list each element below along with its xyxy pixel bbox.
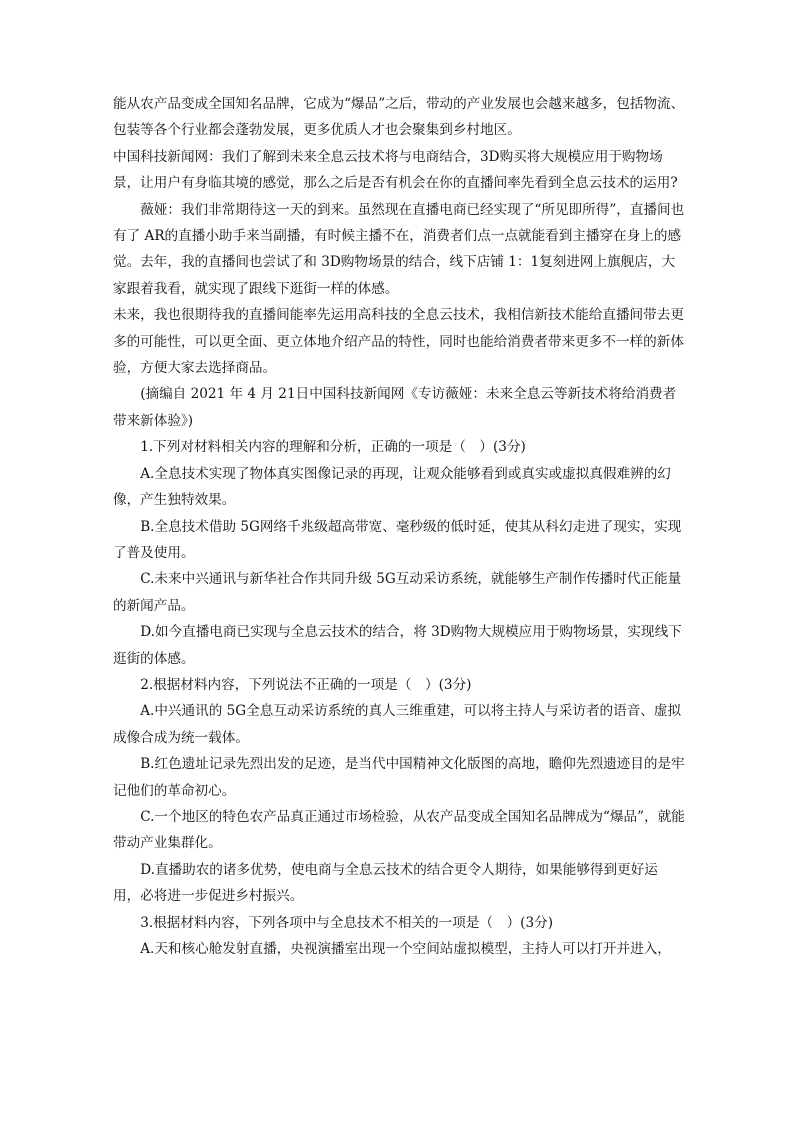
option-b: B.全息技术借助 5G网络千兆级超高带宽、毫秒级的低时延，使其从科幻走进了现实，实现了普及使用。 [113, 518, 682, 561]
option-c: C.未来中兴通讯与新华社合作共同升级 5G互动采访系统，就能够生产制作传播时代正能量的新闻产品。 [113, 571, 682, 614]
option-a: A.天和核心舱发射直播，央视演播室出现一个空间站虚拟模型，主持人可以打开并进入， [140, 941, 671, 957]
paragraph-answer-weiya: 薇娅：我们非常期待这一天的到来。虽然现在直播电商已经实现了“所见即所得”，直播间也有了 AR的直播小助手来当副播，有时候主播不在，消费者们点一点就能看到主播穿在身上的感觉。去年，我的直播间也尝试了和 3D购物场景的结合，线下店铺 1：1复刻进网上旗舰店，大家跟着我看，就实现了跟线下逛街一样的体感。 [113, 201, 685, 297]
question-stem: 2.根据材料内容，下列说法不正确的一项是（ ）(3分) [140, 676, 472, 693]
question-1 [113, 434, 685, 672]
paragraph-brand: 能从农产品变成全国知名品牌，它成为“爆品”之后，带动的产业发展也会越来越多，包括物流、包装等各个行业都会蓬勃发展，更多优质人才也会聚集到乡村地区。 [113, 96, 685, 139]
option-b: B.红色遗址记录先烈出发的足迹，是当代中国精神文化版图的高地，瞻仰先烈遗迹目的是牢记他们的革命初心。 [113, 756, 685, 799]
option-d: D.直播助农的诸多优势，使电商与全息云技术的结合更令人期待，如果能够得到更好运用，必将进一步促进乡村振兴。 [113, 861, 658, 905]
question-3 [113, 910, 685, 963]
document-body [113, 91, 685, 962]
option-a: A.全息技术实现了物体真实图像记录的再现，让观众能够看到或真实或虚拟真假难辨的幻像，产生独特效果。 [113, 465, 671, 509]
paragraph-question-interviewer: 中国科技新闻网：我们了解到未来全息云技术将与电商结合，3D购买将大规模应用于购物场景，让用户有身临其境的感觉，那么之后是否有机会在你的直播间率先看到全息云技术的运用? [113, 148, 678, 192]
question-stem: 3.根据材料内容，下列各项中与全息技术不相关的一项是（ ）(3分) [140, 914, 554, 931]
option-a: A.中兴通讯的 5G全息互动采访系统的真人三维重建，可以将主持人与采访者的语音、虚拟成像合成为统一载体。 [113, 703, 682, 746]
question-stem: 1.下列对材料相关内容的理解和分析，正确的一项是（ ）(3分) [140, 439, 526, 456]
option-c: C.一个地区的特色农产品真正通过市场检验，从农产品变成全国知名品牌成为“爆品”，就能带动产业集群化。 [113, 808, 685, 852]
paragraph-future: 未来，我也很期待我的直播间能率先运用高科技的全息云技术，我相信新技术能给直播间带去更多的可能性，可以更全面、更立体地介绍产品的特性，同时也能给消费者带来更多不一样的新体验，方便大家去选择商品。 [113, 307, 684, 377]
paragraph-source: (摘编自 2021 年 4 月 21日中国科技新闻网《专访薇娅：未来全息云等新技术将给消费者带来新体验》) [113, 386, 677, 429]
option-d: D.如今直播电商已实现与全息云技术的结合，将 3D购物大规模应用于购物场景，实现线下逛街的体感。 [113, 624, 682, 667]
question-2 [113, 672, 685, 910]
